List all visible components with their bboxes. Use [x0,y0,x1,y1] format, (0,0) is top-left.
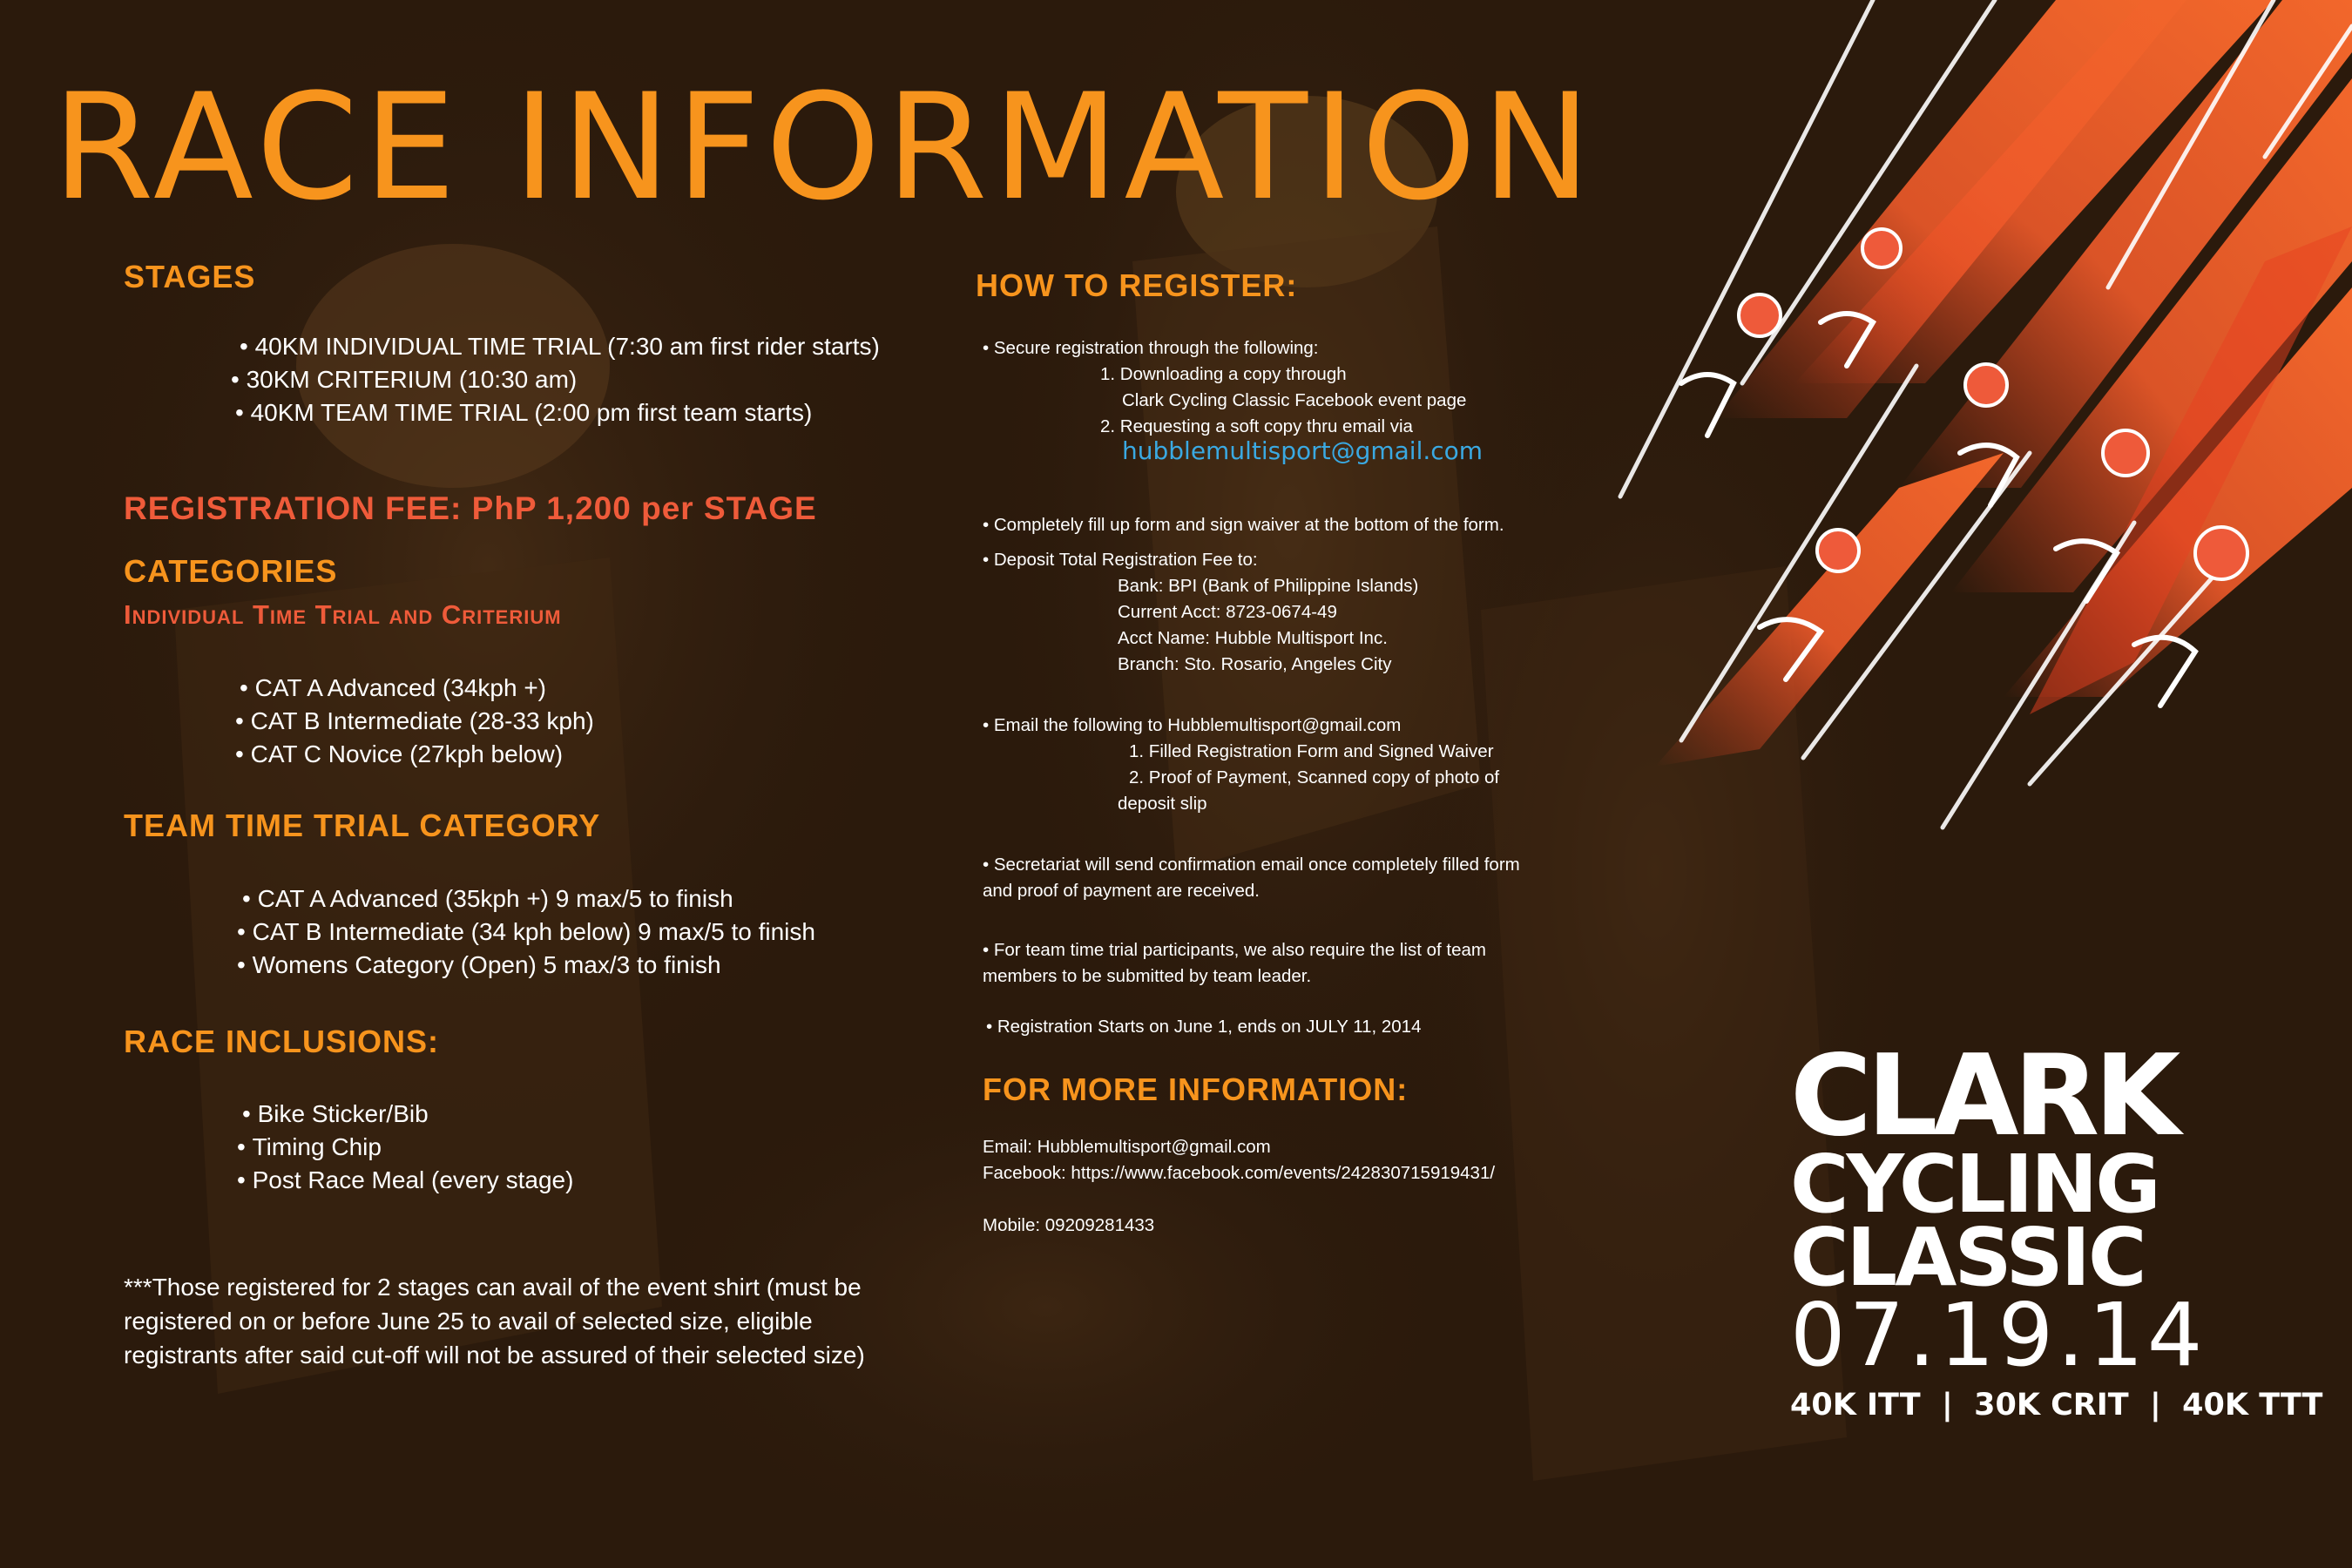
step-text: • Email the following to Hubblemultisport@gmail.com [983,715,1402,735]
contact-facebook[interactable]: Facebook: https://www.facebook.com/events/242830715919431/ [983,1163,1496,1183]
step-text: Clark Cycling Classic Facebook event page [1122,390,1467,410]
page-title: RACE INFORMATION [52,62,1597,233]
step-text: 1. Filled Registration Form and Signed Waiver [1129,741,1494,761]
list-item: • CAT B Intermediate (28-33 kph) [235,705,594,738]
bank-detail: Branch: Sto. Rosario, Angeles City [1118,654,1392,674]
step-text: • Registration Starts on June 1, ends on JULY 11, 2014 [986,1017,1422,1037]
list-item: • CAT A Advanced (35kph +) 9 max/5 to finish [242,882,815,916]
event-name-line: CLASSIC [1790,1211,2145,1305]
list-item: • Womens Category (Open) 5 max/3 to finish [237,949,815,982]
step-text: 2. Requesting a soft copy thru email via [1100,416,1413,436]
step-text: 2. Proof of Payment, Scanned copy of photo of [1129,767,1500,787]
bank-detail: Acct Name: Hubble Multisport Inc. [1118,628,1388,648]
registration-email-link[interactable]: hubblemultisport@gmail.com [1122,436,1484,465]
team-categories-list [242,882,815,982]
bank-detail: Current Acct: 8723-0674-49 [1118,602,1337,622]
inclusions-heading: RACE INCLUSIONS: [124,1024,440,1059]
more-info-details [983,1134,1697,1239]
contact-email[interactable]: Email: Hubblemultisport@gmail.com [983,1137,1271,1157]
list-item: • CAT B Intermediate (34 kph below) 9 max/5 to finish [237,916,815,949]
registration-fee: REGISTRATION FEE: PhP 1,200 per STAGE [124,490,817,526]
stages-list [240,330,880,429]
event-name-line: CYCLING [1790,1137,2159,1231]
list-item: • 40KM INDIVIDUAL TIME TRIAL (7:30 am first rider starts) [240,330,880,363]
event-name-line: CLARK [1790,1031,2176,1161]
how-to-register-heading: HOW TO REGISTER: [976,267,1298,303]
stages-heading: STAGES [124,259,256,294]
list-item: • CAT C Novice (27kph below) [235,738,594,771]
step-text: 1. Downloading a copy through [1100,364,1347,384]
list-item: • 40KM TEAM TIME TRIAL (2:00 pm first team starts) [235,396,880,429]
step-text: • Secure registration through the following: [983,338,1319,358]
categories-list [240,672,594,771]
bank-detail: Bank: BPI (Bank of Philippine Islands) [1118,576,1419,596]
how-to-register-steps [983,335,1662,1040]
list-item: • Post Race Meal (every stage) [237,1164,573,1197]
contact-mobile: Mobile: 09209281433 [983,1215,1155,1235]
step-text: • For team time trial participants, we also require the list of team [983,940,1486,960]
step-text: • Secretariat will send confirmation email once completely filled form [983,855,1520,875]
categories-heading: CATEGORIES [124,553,338,589]
shirt-note: ***Those registered for 2 stages can avail of the event shirt (must be registered on or before June 25 to avail of selected size, eligible registrants after said cut-off will not be assured of their selected size) [124,1274,865,1369]
team-categories-heading: TEAM TIME TRIAL CATEGORY [124,808,601,843]
inclusions-list [242,1098,573,1197]
list-item: • 30KM CRITERIUM (10:30 am) [231,363,880,396]
step-text: and proof of payment are received. [983,881,1260,901]
list-item: • CAT A Advanced (34kph +) [240,672,594,705]
step-text: • Completely fill up form and sign waiver at the bottom of the form. [983,515,1504,535]
more-info-heading: FOR MORE INFORMATION: [983,1071,1409,1107]
step-text: deposit slip [1118,794,1207,814]
step-text: • Deposit Total Registration Fee to: [983,550,1258,570]
event-date: 07.19.14 [1790,1284,2207,1386]
step-text: members to be submitted by team leader. [983,966,1312,986]
event-branding [1790,1031,2323,1423]
list-item: • Timing Chip [237,1131,573,1164]
list-item: • Bike Sticker/Bib [242,1098,573,1131]
categories-subheading: Individual Time Trial and Criterium [124,599,562,630]
event-distances: 40K ITT | 30K CRIT | 40K TTT [1790,1388,2323,1423]
